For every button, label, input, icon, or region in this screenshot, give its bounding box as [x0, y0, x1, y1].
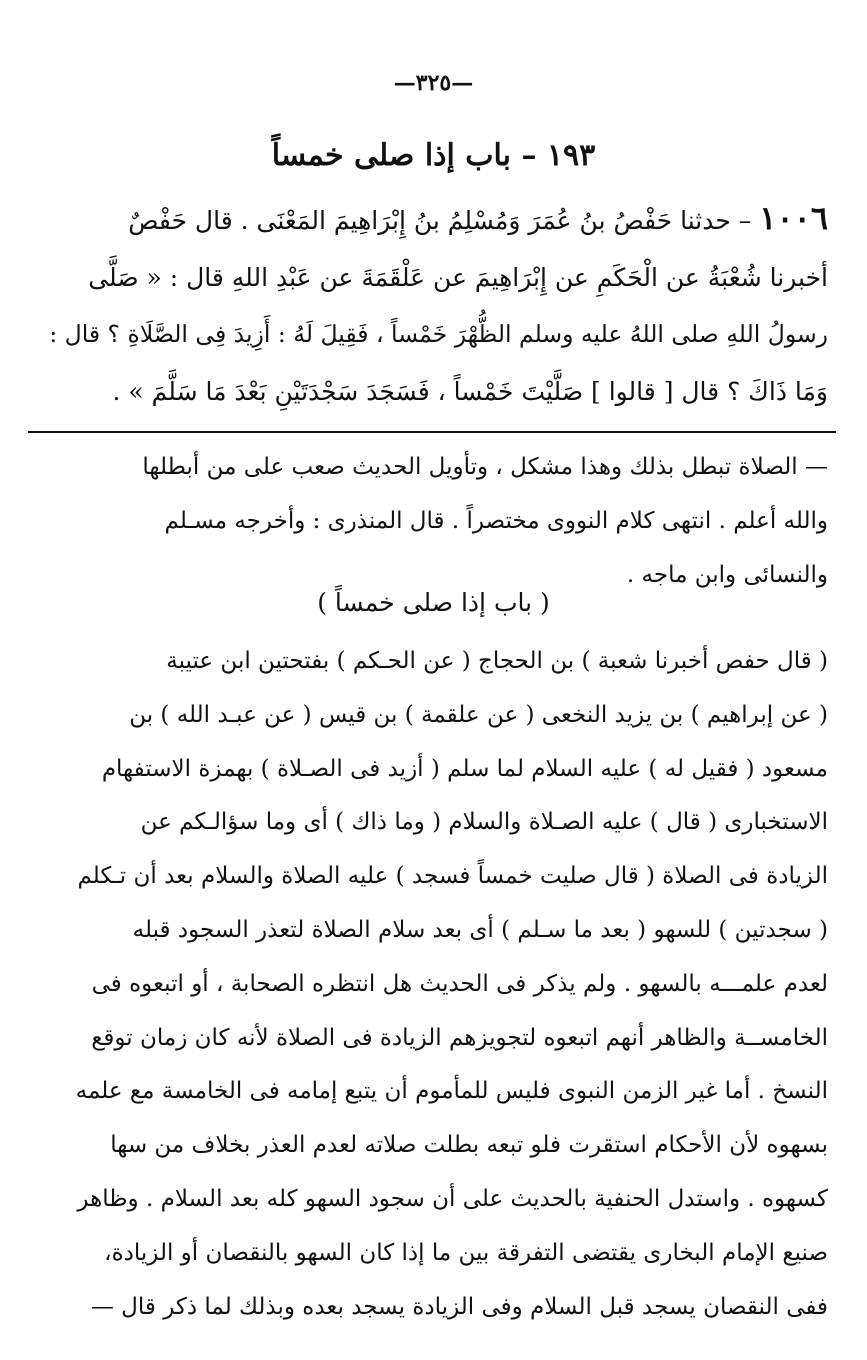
- commentary-line: — الصلاة تبطل بذلك وهذا مشكل ، وتأويل الحديث صعب على من أبطلها: [142, 454, 828, 480]
- footnote-divider: [28, 431, 836, 433]
- commentary-line: مسعود ( فقيل له ) عليه السلام لما سلم ( أزيد فى الصـلاة ) بهمزة الاستفهام: [101, 755, 828, 782]
- commentary-continuation: [38, 440, 828, 602]
- commentary-line: الخامســة والظاهر أنهم اتبعوه لتجويزهم الزيادة فى الصلاة لأنه كان زمان توقع: [91, 1024, 828, 1051]
- hadith-line-text: – حدثنا حَفْصُ بنُ عُمَرَ وَمُسْلِمُ بنُ إِبْرَاهِيمَ المَعْنَى . قال حَفْصٌ: [128, 206, 752, 235]
- commentary-line: ( سجدتين ) للسهو ( بعد ما سـلم ) أى بعد سلام الصلاة لتعذر السجود قبله: [132, 916, 828, 943]
- commentary-line: صنيع الإمام البخارى يقتضى التفرقة بين ما إذا كان السهو بالنقصان أو الزيادة،: [104, 1239, 828, 1266]
- commentary-line: ( قال حفص أخبرنا شعبة ) بن الحجاج ( عن الحـكم ) بفتحتين ابن عتيبة: [166, 648, 828, 674]
- hadith-line: [38, 190, 828, 249]
- commentary-line: بسهوه لأن الأحكام استقرت فلو تبعه بطلت صلاته لعدم العذر بخلاف من سها: [110, 1132, 828, 1159]
- hadith-line: وَمَا ذَاكَ ؟ قال [ قالوا ] صَلَّيْتَ خَمْساً ، فَسَجَدَ سَجْدَتَيْنِ بَعْدَ مَا سَلَّمَ » .: [112, 377, 828, 406]
- page-number: —٣٢٥—: [393, 70, 474, 96]
- commentary-line: لعدم علمـــه بالسهو . ولم يذكر فى الحديث هل انتظره الصحابة ، أو اتبعوه فى: [91, 970, 828, 997]
- commentary-line: النسخ . أما غير الزمن النبوى فليس للمأموم أن يتبع إمامه فى الخامسة مع علمه: [75, 1078, 828, 1105]
- sub-chapter-title: ( باب إذا صلى خمساً ): [317, 588, 550, 617]
- commentary-line: والله أعلم . انتهى كلام النووى مختصراً . قال المنذرى : وأخرجه مسـلم: [164, 508, 828, 534]
- commentary-line: والنسائى وابن ماجه .: [626, 562, 828, 588]
- commentary-line: ( عن إبراهيم ) بن يزيد النخعى ( عن علقمة ) بن قيس ( عن عبـد الله ) بن: [129, 701, 828, 728]
- hadith-line: أخبرنا شُعْبَةُ عن الْحَكَمِ عن إِبْرَاهِيمَ عن عَلْقَمَةَ عن عَبْدِ اللهِ قال : « صَلَّى: [88, 263, 828, 292]
- commentary-line: الاستخبارى ( قال ) عليه الصـلاة والسلام ( وما ذاك ) أى وما سؤالـكم عن: [140, 809, 828, 836]
- commentary-line: كسهوه . واستدل الحنفية بالحديث على أن سجود السهو كله بعد السلام . وظاهر: [77, 1185, 828, 1212]
- hadith-text: [38, 190, 828, 420]
- commentary-line: الزيادة فى الصلاة ( قال صليت خمساً فسجد ) عليه الصلاة والسلام بعد أن تـكلم: [77, 863, 828, 890]
- chapter-title: ١٩٣ – باب إذا صلى خمساً: [271, 138, 596, 173]
- hadith-line: رسولُ اللهِ صلى اللهُ عليه وسلم الظُّهْرَ خَمْساً ، فَقِيلَ لَهُ : أَزِيدَ فِى الصَّلَاةِ ؟ قال :: [49, 320, 828, 348]
- commentary-body: [38, 635, 828, 1334]
- commentary-line: ففى النقصان يسجد قبل السلام وفى الزيادة يسجد بعده وبذلك لما ذكر قال —: [90, 1293, 828, 1320]
- hadith-number: ١٠٠٦: [759, 199, 828, 237]
